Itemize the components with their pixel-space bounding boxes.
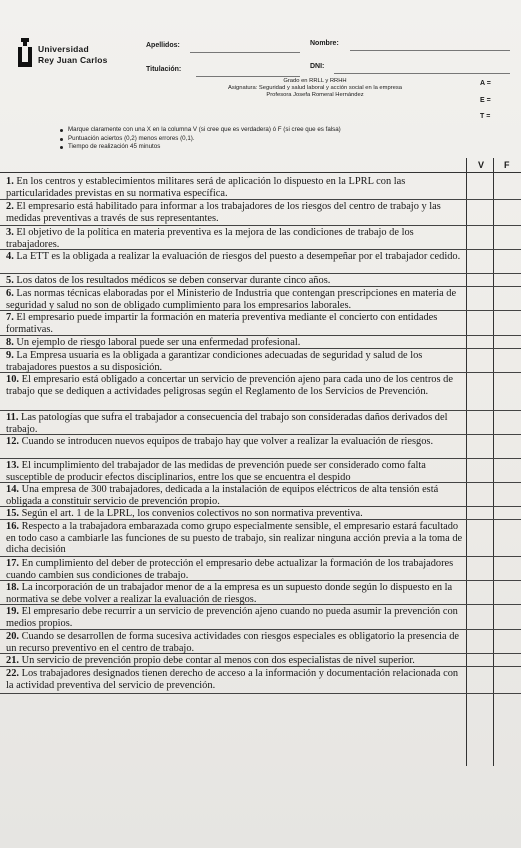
question-row xyxy=(0,629,466,654)
question-statement: Las patologías que sufra el trabajador a consecuencia del trabajo son consideradas daños derivados del trabajo. xyxy=(6,412,448,435)
question-statement: Los datos de los resultados médicos se deben conservar durante cinco años. xyxy=(16,275,331,286)
answer-cell-true[interactable] xyxy=(466,519,493,557)
question-statement: Una empresa de 300 trabajadores, dedicada a la instalación de equipos eléctricos de alta tensión está obligada a constituir servicio de prevención propio. xyxy=(6,484,439,507)
question-text xyxy=(6,582,464,605)
answer-cell-false[interactable] xyxy=(493,199,521,226)
question-number: 4. xyxy=(6,251,14,262)
question-row xyxy=(0,273,466,287)
question-statement: Un ejemplo de riesgo laboral puede ser una enfermedad profesional. xyxy=(16,337,301,348)
question-statement: La incorporación de un trabajador menor de a la empresa es un supuesto donde según lo dispuesto en la normativa se debe volver a realizar la evaluación de riesgos. xyxy=(6,582,453,605)
question-statement: En los centros y establecimientos militares será de aplicación lo dispuesto en la LPRL con las particularidades previstas en su normativa específica. xyxy=(6,176,406,199)
answer-cell-false[interactable] xyxy=(493,372,521,411)
answer-cell-true[interactable] xyxy=(466,335,493,349)
question-text xyxy=(6,484,464,507)
answer-cell-true[interactable] xyxy=(466,434,493,459)
question-row xyxy=(0,199,466,226)
question-text xyxy=(6,227,464,250)
question-statement: El incumplimiento del trabajador de las medidas de prevención puede ser considerado como falta susceptible de producir efectos disciplinarios, entre los que se encuentra el despido xyxy=(6,460,426,483)
subject-line: Asignatura: Seguridad y salud laboral y acción social en la empresa xyxy=(227,85,402,92)
answer-cell-true[interactable] xyxy=(466,629,493,654)
answer-cell-false[interactable] xyxy=(493,410,521,435)
question-row xyxy=(0,410,466,435)
question-number: 3. xyxy=(6,227,14,238)
question-number: 18. xyxy=(6,582,19,593)
answer-cell-false[interactable] xyxy=(493,666,521,694)
answer-cell-false[interactable] xyxy=(493,556,521,581)
apellidos-field[interactable] xyxy=(190,52,300,53)
dni-label: DNI: xyxy=(310,63,325,70)
question-text xyxy=(6,460,464,483)
question-row xyxy=(0,286,466,311)
answer-cell-true[interactable] xyxy=(466,580,493,605)
answer-cell-false[interactable] xyxy=(493,629,521,654)
question-text xyxy=(6,312,464,335)
university-name-line2: Rey Juan Carlos xyxy=(38,55,108,65)
answer-cell-false[interactable] xyxy=(493,286,521,311)
question-text xyxy=(6,606,464,629)
dni-field[interactable] xyxy=(334,73,510,74)
answer-cell-false[interactable] xyxy=(493,174,521,200)
question-statement: Las normas técnicas elaboradas por el Ministerio de Industria que contengan prescripciones en materia de seguridad y salud no son de obligado cumplimiento para los empresarios laborales. xyxy=(6,288,457,311)
question-number: 21. xyxy=(6,655,19,666)
question-text xyxy=(6,201,464,224)
question-number: 14. xyxy=(6,484,19,495)
instruction-item: Marque claramente con una X en la columna V (si cree que es verdadera) ó F (si cree que es falsa) xyxy=(60,126,341,135)
question-number: 16. xyxy=(6,521,19,532)
question-statement: La Empresa usuaria es la obligada a garantizar condiciones adecuadas de seguridad y salud de los trabajadores puestos a su disposición. xyxy=(6,350,423,373)
question-row xyxy=(0,580,466,605)
professor-line: Profesora Josefa Romeral Hernández xyxy=(266,92,364,99)
question-statement: En cumplimiento del deber de protección el empresario debe actualizar la formación de los trabajadores cuando cambien sus condiciones de trabajo. xyxy=(6,558,454,581)
question-row xyxy=(0,249,466,274)
question-row xyxy=(0,174,466,200)
question-text xyxy=(6,176,464,199)
answer-cell-true[interactable] xyxy=(466,310,493,336)
question-statement: El empresario debe recurrir a un servicio de prevención ajeno cuando no pueda asumir la prevención con medios propios. xyxy=(6,606,458,629)
titulacion-label: Titulación: xyxy=(146,66,182,73)
question-number: 11. xyxy=(6,412,19,423)
question-statement: Cuando se introducen nuevos equipos de trabajo hay que volver a realizar la evaluación de riesgos. xyxy=(21,436,434,447)
answer-cell-false[interactable] xyxy=(493,348,521,373)
answer-cell-true[interactable] xyxy=(466,199,493,226)
titulacion-field[interactable] xyxy=(196,76,300,77)
question-row xyxy=(0,666,466,694)
answer-cell-false[interactable] xyxy=(493,273,521,287)
answer-cell-true[interactable] xyxy=(466,506,493,520)
answer-cell-true[interactable] xyxy=(466,249,493,274)
question-number: 17. xyxy=(6,558,19,569)
nombre-field[interactable] xyxy=(350,50,510,51)
score-total: T = xyxy=(480,113,491,120)
answer-cell-true[interactable] xyxy=(466,458,493,483)
question-row xyxy=(0,372,466,411)
university-name xyxy=(38,44,108,66)
answer-cell-true[interactable] xyxy=(466,556,493,581)
instruction-item: Tiempo de realización 45 minutos xyxy=(60,143,341,152)
question-text xyxy=(6,668,464,691)
degree-line: Grado en RRLL y RRHH xyxy=(283,78,347,84)
question-number: 22. xyxy=(6,668,19,679)
question-row xyxy=(0,434,466,459)
question-row xyxy=(0,653,466,667)
question-row xyxy=(0,225,466,250)
question-number: 2. xyxy=(6,201,14,212)
question-statement: Cuando se desarrollen de forma sucesiva actividades con riesgos especiales es obligatorio la presencia de un recurso preventivo en el centro de trabajo. xyxy=(6,631,460,654)
question-number: 9. xyxy=(6,350,14,361)
question-row xyxy=(0,604,466,630)
answer-cell-false[interactable] xyxy=(493,506,521,520)
question-statement: El empresario puede impartir la formación en materia preventiva mediante el concierto con entidades formativas. xyxy=(6,312,438,335)
answer-cell-true[interactable] xyxy=(466,286,493,311)
answer-cell-false[interactable] xyxy=(493,604,521,630)
question-number: 19. xyxy=(6,606,19,617)
question-text xyxy=(6,558,464,581)
answer-cell-false[interactable] xyxy=(493,458,521,483)
question-text xyxy=(6,412,464,435)
apellidos-label: Apellidos: xyxy=(146,42,180,49)
answer-cell-true[interactable] xyxy=(466,653,493,667)
question-row xyxy=(0,458,466,483)
answer-cell-false[interactable] xyxy=(493,249,521,274)
answer-cell-true[interactable] xyxy=(466,372,493,411)
answer-cell-false[interactable] xyxy=(493,580,521,605)
university-crest-icon xyxy=(18,38,32,70)
answer-cell-false[interactable] xyxy=(493,335,521,349)
question-statement: La ETT es la obligada a realizar la evaluación de riesgos del puesto a desempeñar por el trabajador cedido. xyxy=(16,251,461,262)
question-statement: El empresario está obligado a concertar un servicio de prevención ajeno para cada uno de los centros de trabajo que se dediquen a actividades peligrosas según el Reglamento de los Servicios de Prevención. xyxy=(6,374,453,397)
question-text xyxy=(6,521,464,556)
question-number: 20. xyxy=(6,631,19,642)
column-true-header: V xyxy=(478,160,485,170)
question-text xyxy=(6,251,464,263)
question-row xyxy=(0,335,466,349)
answer-cell-false[interactable] xyxy=(493,482,521,507)
question-number: 5. xyxy=(6,275,14,286)
question-row xyxy=(0,506,466,520)
question-row xyxy=(0,482,466,507)
question-number: 13. xyxy=(6,460,19,471)
answer-cell-true[interactable] xyxy=(466,225,493,250)
question-number: 8. xyxy=(6,337,14,348)
answer-cell-true[interactable] xyxy=(466,348,493,373)
score-errores: E = xyxy=(480,97,491,104)
score-aciertos: A = xyxy=(480,80,491,87)
question-text xyxy=(6,288,464,311)
answer-cell-true[interactable] xyxy=(466,410,493,435)
university-logo xyxy=(18,38,128,72)
answer-cell-true[interactable] xyxy=(466,604,493,630)
answer-cell-true[interactable] xyxy=(466,174,493,200)
instructions-list xyxy=(60,126,341,152)
answer-cell-false[interactable] xyxy=(493,310,521,336)
question-number: 6. xyxy=(6,288,14,299)
question-text xyxy=(6,275,464,287)
question-number: 7. xyxy=(6,312,14,323)
question-text xyxy=(6,374,464,397)
question-row xyxy=(0,310,466,336)
instruction-item: Puntuación aciertos (0,2) menos errores (0,1). xyxy=(60,135,341,144)
question-statement: Según el art. 1 de la LPRL, los convenios colectivos no son normativa preventiva. xyxy=(21,508,363,519)
question-statement: Respecto a la trabajadora embarazada como grupo especialmente sensible, el empresario estará facultado en todo caso a cambiarle las funciones de su puesto de trabajo, sin realizar ninguna acción previa a la toma de dicha decisión xyxy=(6,521,463,556)
answer-cell-false[interactable] xyxy=(493,653,521,667)
question-row xyxy=(0,519,466,557)
question-number: 1. xyxy=(6,176,14,187)
question-statement: Un servicio de prevención propio debe contar al menos con dos especialistas de nivel superior. xyxy=(21,655,415,666)
answer-cell-false[interactable] xyxy=(493,519,521,557)
question-statement: El objetivo de la política en materia preventiva es la mejora de las condiciones de trabajo de los trabajadores. xyxy=(6,227,414,250)
question-text xyxy=(6,337,464,349)
question-text xyxy=(6,508,464,520)
answer-cell-true[interactable] xyxy=(466,482,493,507)
question-number: 12. xyxy=(6,436,19,447)
question-text xyxy=(6,631,464,654)
question-statement: Los trabajadores designados tienen derecho de acceso a la información y documentación relacionada con la actividad preventiva del servicio de prevención. xyxy=(6,668,459,691)
nombre-label: Nombre: xyxy=(310,40,339,47)
question-text xyxy=(6,436,464,448)
answer-cell-false[interactable] xyxy=(493,434,521,459)
question-row xyxy=(0,556,466,581)
question-text xyxy=(6,655,464,667)
university-name-line1: Universidad xyxy=(38,44,89,54)
question-number: 15. xyxy=(6,508,19,519)
column-false-header: F xyxy=(504,160,510,170)
question-row xyxy=(0,348,466,373)
question-text xyxy=(6,350,464,373)
answer-cell-true[interactable] xyxy=(466,273,493,287)
question-number: 10. xyxy=(6,374,19,385)
answer-cell-false[interactable] xyxy=(493,225,521,250)
table-top-rule xyxy=(0,172,521,173)
answer-cell-true[interactable] xyxy=(466,666,493,694)
question-statement: El empresario está habilitado para informar a los trabajadores de los riesgos del centro de trabajo y las medidas preventivas a través de sus representantes. xyxy=(6,201,441,224)
subject-info xyxy=(150,78,480,100)
